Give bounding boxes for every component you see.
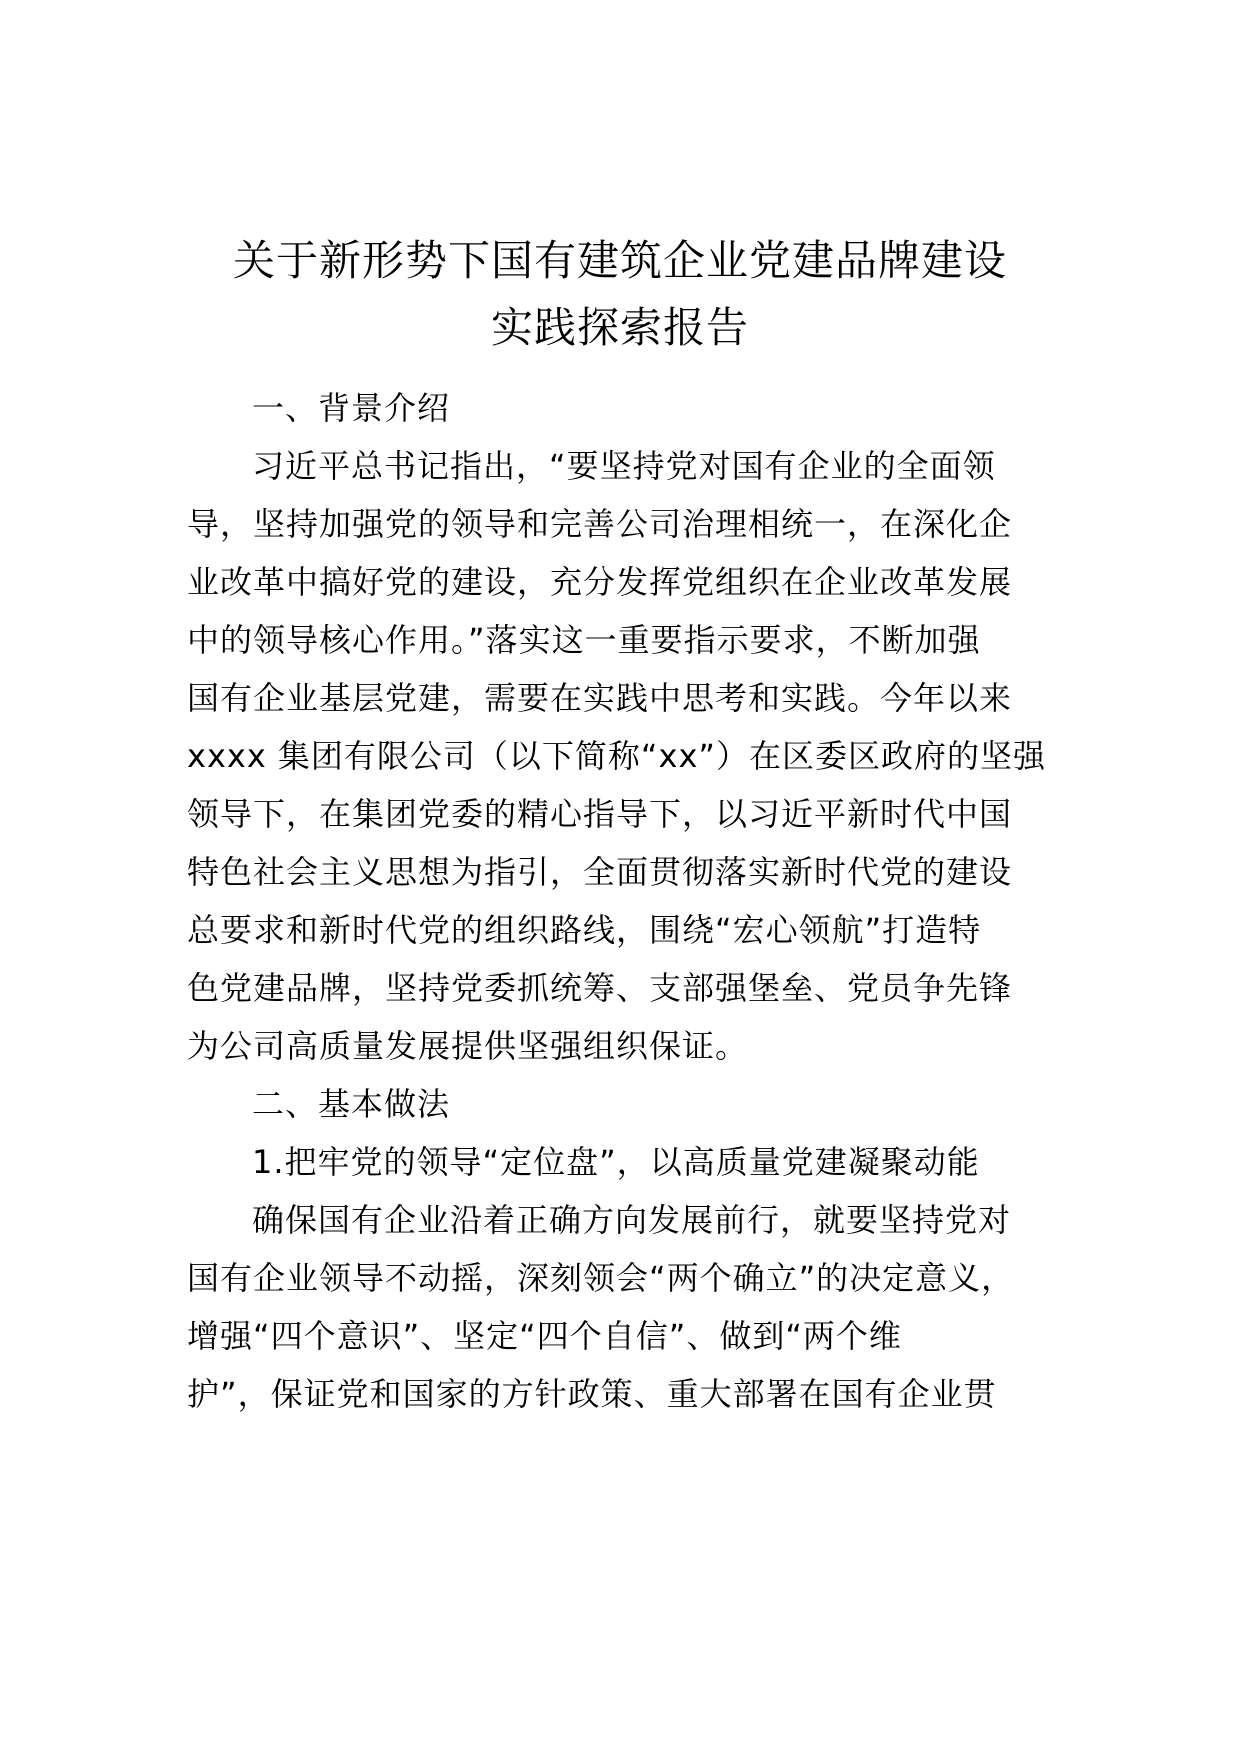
body-line: 业改革中搞好党的建设，充分发挥党组织在企业改革发展 [187, 563, 1013, 601]
body-line: 国有企业领导不动摇，深刻领会“两个确立”的决定意义， [187, 1259, 1015, 1297]
document-title-line-2: 实践探索报告 [490, 303, 749, 352]
section-heading-practices: 二、基本做法 [252, 1085, 451, 1123]
body-line: 特色社会主义思想为指引，全面贯彻落实新时代党的建设 [187, 853, 1013, 891]
document-title-line-1: 关于新形势下国有建筑企业党建品牌建设 [232, 236, 1007, 285]
body-line: 领导下，在集团党委的精心指导下，以习近平新时代中国 [187, 795, 1013, 833]
body-line: 确保国有企业沿着正确方向发展前行，就要坚持党对 [252, 1201, 1012, 1239]
body-line: 国有企业基层党建，需要在实践中思考和实践。今年以来 [187, 679, 1013, 717]
section-heading-background: 一、背景介绍 [252, 389, 451, 427]
body-line: 色党建品牌，坚持党委抓统筹、支部强堡垒、党员争先锋 [187, 969, 1013, 1007]
body-line: xxxx 集团有限公司（以下简称“xx”）在区委区政府的坚强 [187, 737, 1046, 775]
body-line: 中的领导核心作用。”落实这一重要指示要求，不断加强 [187, 621, 981, 659]
subsection-heading: 1.把牢党的领导“定位盘”，以高质量党建凝聚动能 [252, 1143, 980, 1181]
body-line: 总要求和新时代党的组织路线，围绕“宏心领航”打造特 [187, 911, 982, 949]
body-line: 护”，保证党和国家的方针政策、重大部署在国有企业贯 [187, 1375, 997, 1413]
body-line: 增强“四个意识”、坚定“四个自信”、做到“两个维 [187, 1317, 902, 1355]
body-line: 习近平总书记指出，“要坚持党对国有企业的全面领 [252, 447, 996, 485]
body-line: 导，坚持加强党的领导和完善公司治理相统一，在深化企 [187, 505, 1013, 543]
body-line: 为公司高质量发展提供坚强组织保证。 [187, 1027, 749, 1065]
